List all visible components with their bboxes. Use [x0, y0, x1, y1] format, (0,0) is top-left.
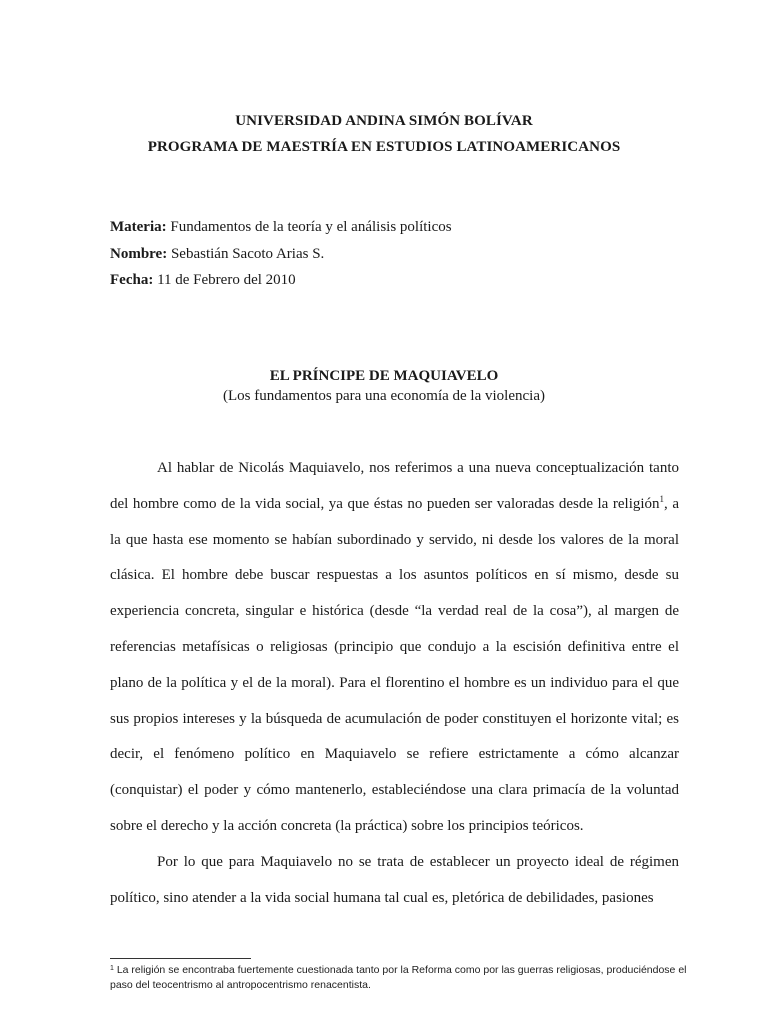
- footnote: [110, 963, 690, 993]
- footnote-divider: [110, 958, 251, 959]
- program-name: PROGRAMA DE MAESTRÍA EN ESTUDIOS LATINOAMERICANOS: [147, 139, 621, 155]
- fecha-label: Fecha:: [110, 272, 154, 288]
- meta-nombre: [110, 241, 452, 268]
- essay-subtitle: (Los fundamentos para una economía de la violencia): [223, 388, 545, 404]
- paragraph-2: Por lo que para Maquiavelo no se trata de establecer un proyecto ideal de régimen político, sino atender a la vida social humana tal cual es, pletórica de debilidades, pasiones: [110, 853, 679, 906]
- essay-title-block: [0, 366, 768, 406]
- materia-value: Fundamentos de la teoría y el análisis políticos: [166, 219, 452, 235]
- meta-fecha: [110, 267, 452, 294]
- document-meta: [110, 214, 452, 294]
- nombre-value: Sebastián Sacoto Arias S.: [167, 245, 325, 262]
- footnote-reference[interactable]: 1: [659, 493, 665, 504]
- meta-materia: [110, 214, 452, 241]
- paragraph-1: [110, 451, 679, 845]
- footnote-marker: 1: [110, 965, 114, 972]
- university-name: UNIVERSIDAD ANDINA SIMÓN BOLÍVAR: [235, 113, 533, 129]
- document-header: [0, 108, 768, 160]
- paragraph-1-part-b: , a la que hasta ese momento se habían subordinado y servido, ni desde los valores de la moral clásica. El hombre debe buscar respuestas a los asuntos políticos en sí mismo, desde su experiencia concreta, singular e histórica (desde “la verdad real de la cosa”), al margen de referencias metafísicas o religiosas (principio que condujo a la escisión definitiva entre el plano de la política y el de la moral). Para el florentino el hombre es un individuo para el que sus propios intereses y la búsqueda de acumulación de poder constituyen el horizonte vital; es decir, el fenómeno político en Maquiavelo se refiere estrictamente a cómo alcanzar (conquistar) el poder y cómo mantenerlo, estableciéndose una clara primacía de la voluntad sobre el derecho y la acción concreta (la práctica) sobre los principios teóricos.: [110, 495, 679, 834]
- essay-body: [110, 451, 679, 916]
- nombre-label: Nombre:: [110, 245, 168, 262]
- footnote-text: La religión se encontraba fuertemente cuestionada tanto por la Reforma como por las guerras religiosas, produciéndose el paso del teocentrismo al antropocentrismo renacentista.: [110, 964, 687, 991]
- fecha-value: 11 de Febrero del 2010: [153, 272, 296, 288]
- materia-label: Materia:: [110, 219, 167, 235]
- paragraph-1-part-a: Al hablar de Nicolás Maquiavelo, nos referimos a una nueva conceptualización tanto del hombre como de la vida social, ya que éstas no pueden ser valoradas desde la religión: [110, 460, 679, 512]
- essay-title: EL PRÍNCIPE DE MAQUIAVELO: [269, 368, 499, 384]
